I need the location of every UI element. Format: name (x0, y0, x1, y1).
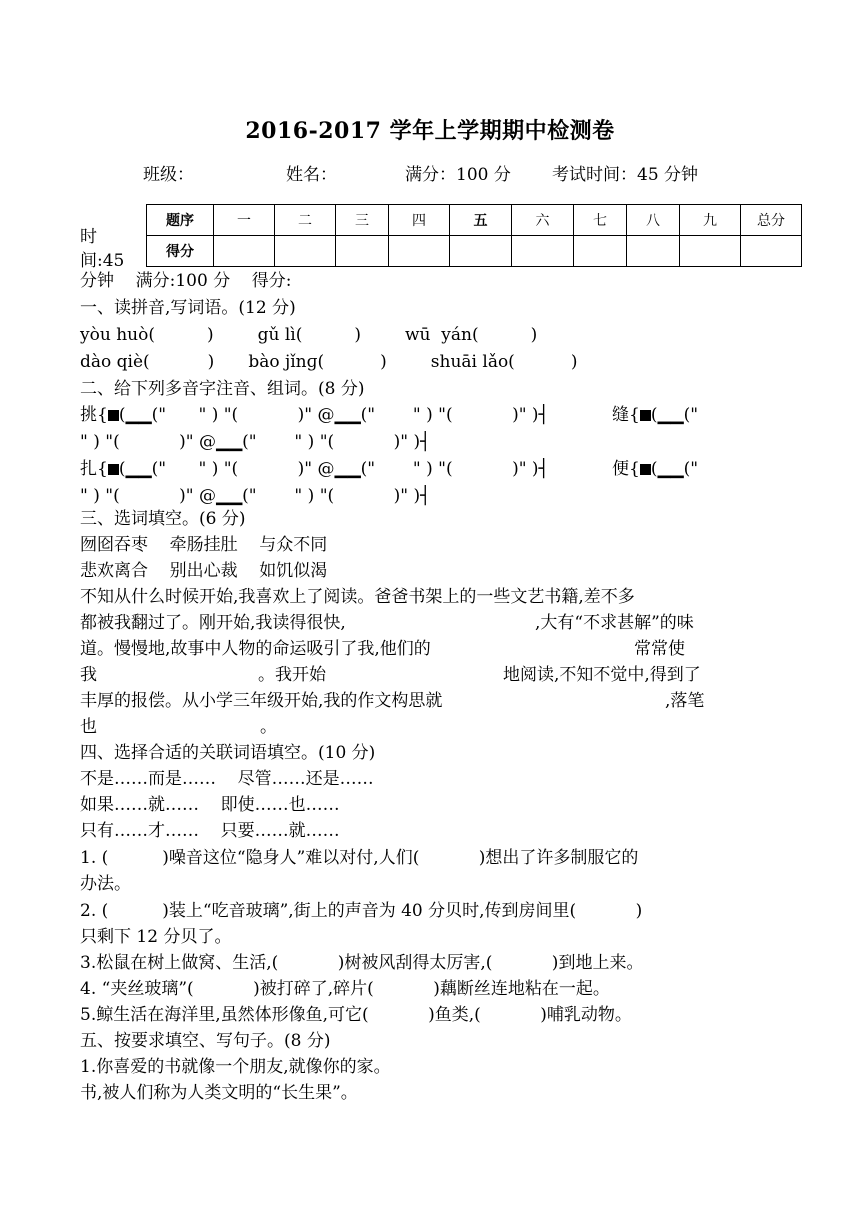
score-entry[interactable] (214, 236, 275, 267)
passage-line: 地阅读,不知不觉中,得到了 (503, 665, 701, 685)
score-table-header-row (147, 205, 802, 236)
passage-line: 。我开始 (258, 665, 326, 685)
conj-bank-2: 如果……就…… 即使……也…… (80, 795, 340, 815)
score-cell: 题序 (147, 205, 214, 236)
square-glyph-icon (108, 410, 119, 421)
passage-line: 不知从什么时候开始,我喜欢上了阅读。爸爸书架上的一些文艺书籍,差不多 (80, 587, 635, 607)
pinyin-close: ) (380, 352, 387, 372)
name-label: 姓名： (286, 165, 337, 185)
polyphone-row-1b (612, 407, 698, 424)
polyphone-fragment: (▁▁(" (650, 459, 699, 479)
question-line: 1.你喜爱的书就像一个朋友,就像你的家。 (80, 1057, 391, 1077)
score-entry[interactable] (680, 236, 741, 267)
pinyin-item: bào jǐnɡ( (248, 352, 325, 372)
polyphone-fragment: (▁▁(" " ) "( )" @▁▁(" " ) "( )" )┤ (118, 459, 549, 479)
score-cell: 八 (627, 205, 680, 236)
section-2-title: 二、给下列多音字注音、组词。(8 分) (80, 379, 365, 399)
section-1-title: 一、读拼音,写词语。(12 分) (80, 298, 296, 318)
full-score: 满分：100 分 (405, 165, 511, 185)
polyphone-row-2 (80, 461, 549, 478)
score-cell: 七 (574, 205, 627, 236)
question-line: 书,被人们称为人类文明的“长生果”。 (80, 1083, 358, 1103)
page-title: 2016-2017 学年上学期期中检测卷 (245, 118, 615, 144)
question-line: 只剩下 12 分贝了。 (80, 927, 232, 947)
pinyin-close: ) (207, 352, 215, 372)
score-cell: 一 (214, 205, 275, 236)
polyphone-cont-1: " ) "( )" @▁▁(" " ) "( )" )┤ (80, 432, 431, 452)
passage-line: 。 (260, 717, 277, 737)
polyphone-cont-2: " ) "( )" @▁▁(" " ) "( )" )┤ (80, 486, 431, 506)
pinyin-item: wū yán( (405, 325, 479, 345)
pinyin-item: shuāi lǎo( (430, 352, 515, 372)
conj-bank-3: 只有……才…… 只要……就…… (80, 821, 340, 841)
pinyin-item: yòu huò( (80, 325, 155, 345)
question-line: 办法。 (80, 874, 131, 894)
pinyin-row-2 (80, 354, 577, 371)
question-line: 1. ( )噪音这位“隐身人”难以对付,人们( )想出了许多制服它的 (80, 848, 639, 868)
pinyin-close: ) (354, 325, 361, 345)
square-glyph-icon (640, 410, 651, 421)
score-entry[interactable] (275, 236, 336, 267)
score-table-score-row (147, 236, 802, 267)
question-line: 3.松鼠在树上做窝、生活,( )树被风刮得太厉害,( )到地上来。 (80, 953, 644, 973)
square-glyph-icon (108, 464, 119, 475)
pinyin-close: ) (530, 325, 538, 345)
score-cell: 四 (389, 205, 450, 236)
section-4-title: 四、选择合适的关联词语填空。(10 分) (80, 743, 376, 763)
polyphone-fragment: (▁▁(" (650, 405, 699, 425)
side-time-2: 间:45 (80, 251, 125, 271)
pinyin-close: ) (206, 325, 214, 345)
score-cell: 六 (512, 205, 574, 236)
question-line: 4. “夹丝玻璃”( )被打碎了,碎片( )藕断丝连地粘在一起。 (80, 979, 610, 999)
pinyin-item: dào qiè( (80, 352, 150, 372)
passage-line: 常常使 (634, 639, 685, 659)
exam-time: 考试时间：45 分钟 (552, 165, 699, 185)
score-cell: 三 (336, 205, 389, 236)
passage-line: 也 (80, 717, 97, 737)
score-cell: 九 (680, 205, 741, 236)
pinyin-item: gǔ lì( (257, 325, 303, 345)
passage-line: ,大有“不求甚解”的味 (535, 613, 694, 633)
score-entry[interactable] (450, 236, 512, 267)
score-entry[interactable] (574, 236, 627, 267)
pinyin-close: ) (570, 352, 578, 372)
polyphone-char: 缝{ (612, 405, 640, 425)
side-time-1: 时 (80, 227, 97, 247)
score-entry[interactable] (627, 236, 680, 267)
square-glyph-icon (640, 464, 651, 475)
score-entry[interactable] (336, 236, 389, 267)
passage-line: 都被我翻过了。刚开始,我读得很快, (80, 613, 346, 633)
question-line: 5.鲸生活在海洋里,虽然体形像鱼,可它( )鱼类,( )哺乳动物。 (80, 1005, 632, 1025)
passage-line: 丰厚的报偿。从小学三年级开始,我的作文构思就 (80, 691, 443, 711)
section-3-title: 三、选词填空。(6 分) (80, 509, 246, 529)
class-label: 班级： (143, 165, 194, 185)
polyphone-char: 挑{ (80, 405, 108, 425)
passage-line: 我 (80, 665, 97, 685)
score-cell: 二 (275, 205, 336, 236)
polyphone-fragment: (▁▁(" " ) "( )" @▁▁(" " ) "( )" )┤ (118, 405, 549, 425)
polyphone-char: 扎{ (80, 459, 108, 479)
word-bank-1: 囫囵吞枣 牵肠挂肚 与众不同 (80, 535, 328, 555)
word-bank-2: 悲欢离合 别出心裁 如饥似渴 (80, 561, 328, 581)
score-row-label: 得分 (147, 236, 214, 267)
passage-line: ,落笔 (665, 691, 705, 711)
score-entry[interactable] (389, 236, 450, 267)
passage-line: 道。慢慢地,故事中人物的命运吸引了我,他们的 (80, 639, 431, 659)
polyphone-row-2b (612, 461, 698, 478)
score-entry[interactable] (741, 236, 802, 267)
score-cell: 五 (450, 205, 512, 236)
score-entry[interactable] (512, 236, 574, 267)
score-cell: 总分 (741, 205, 802, 236)
side-score-line: 分钟 满分:100 分 得分: (80, 271, 292, 291)
pinyin-row-1 (80, 327, 537, 344)
section-5-title: 五、按要求填空、写句子。(8 分) (80, 1031, 331, 1051)
score-table (146, 204, 802, 267)
polyphone-char: 便{ (612, 459, 640, 479)
polyphone-row-1 (80, 407, 549, 424)
question-line: 2. ( )装上“吃音玻璃”,街上的声音为 40 分贝时,传到房间里( ) (80, 901, 643, 921)
conj-bank-1: 不是……而是…… 尽管……还是…… (80, 769, 374, 789)
